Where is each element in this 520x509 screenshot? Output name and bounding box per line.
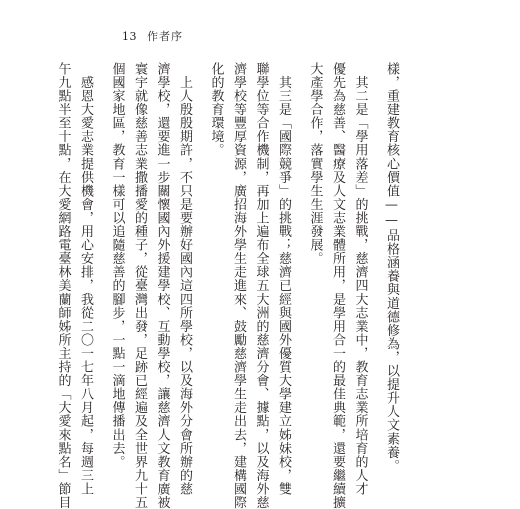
text-column: 樣，重建教育核心價值——品格涵養與道德修為，以提升人文素養。 bbox=[384, 62, 399, 473]
page-header bbox=[122, 30, 183, 44]
text-column: 大產學合作，落實學生生涯發展。 bbox=[307, 62, 323, 266]
body-text bbox=[51, 62, 402, 509]
text-column: 濟學校，還要進一步關懷國內外援建學校、互動學校，讓慈濟人文教育廣被 bbox=[154, 62, 170, 509]
text-column: 上人殷殷期許，不只是要辦好國內這四所學校，以及海外分會所辦的慈 bbox=[177, 62, 192, 496]
text-column: 寰宇就像慈善志業撒播愛的種子，從臺灣出發，足跡已經遍及全世界九十五 bbox=[132, 62, 147, 509]
text-column: 濟學校等豐厚資源，廣招海外學生走進來、鼓勵慈濟學生走出去，建構國際 bbox=[231, 62, 246, 509]
text-column: 其二是「學用落差」的挑戰，慈濟四大志業中，教育志業所培育的人才 bbox=[352, 62, 368, 496]
text-column: 感恩大愛志業提供機會，用心安排，我從二〇一七年八月起，每週三上 bbox=[78, 62, 93, 496]
page-number: 13 bbox=[122, 30, 137, 43]
text-column: 午九點半至十點，在大愛網路電臺林美蘭師姊所主持的「大愛來點名」節目 bbox=[55, 62, 71, 509]
text-column: 優先為慈善、醫療及人文志業體所用，是學用合一的最佳典範，還要繼續擴 bbox=[330, 62, 345, 509]
text-column: 個國家地區，教育一樣可以追隨慈善的腳步，一點一滴地傳播出去。 bbox=[109, 62, 125, 469]
text-column: 聯學位等合作機制，再加上遍布全球五大洲的慈濟分會、據點，以及海外慈 bbox=[253, 62, 269, 509]
running-title: 作者序 bbox=[147, 30, 183, 43]
text-column: 化的教育環境。 bbox=[208, 62, 224, 157]
text-column: 其三是「國際競爭」的挑戰；慈濟已經與國外優質大學建立姊妹校，雙 bbox=[276, 62, 291, 496]
